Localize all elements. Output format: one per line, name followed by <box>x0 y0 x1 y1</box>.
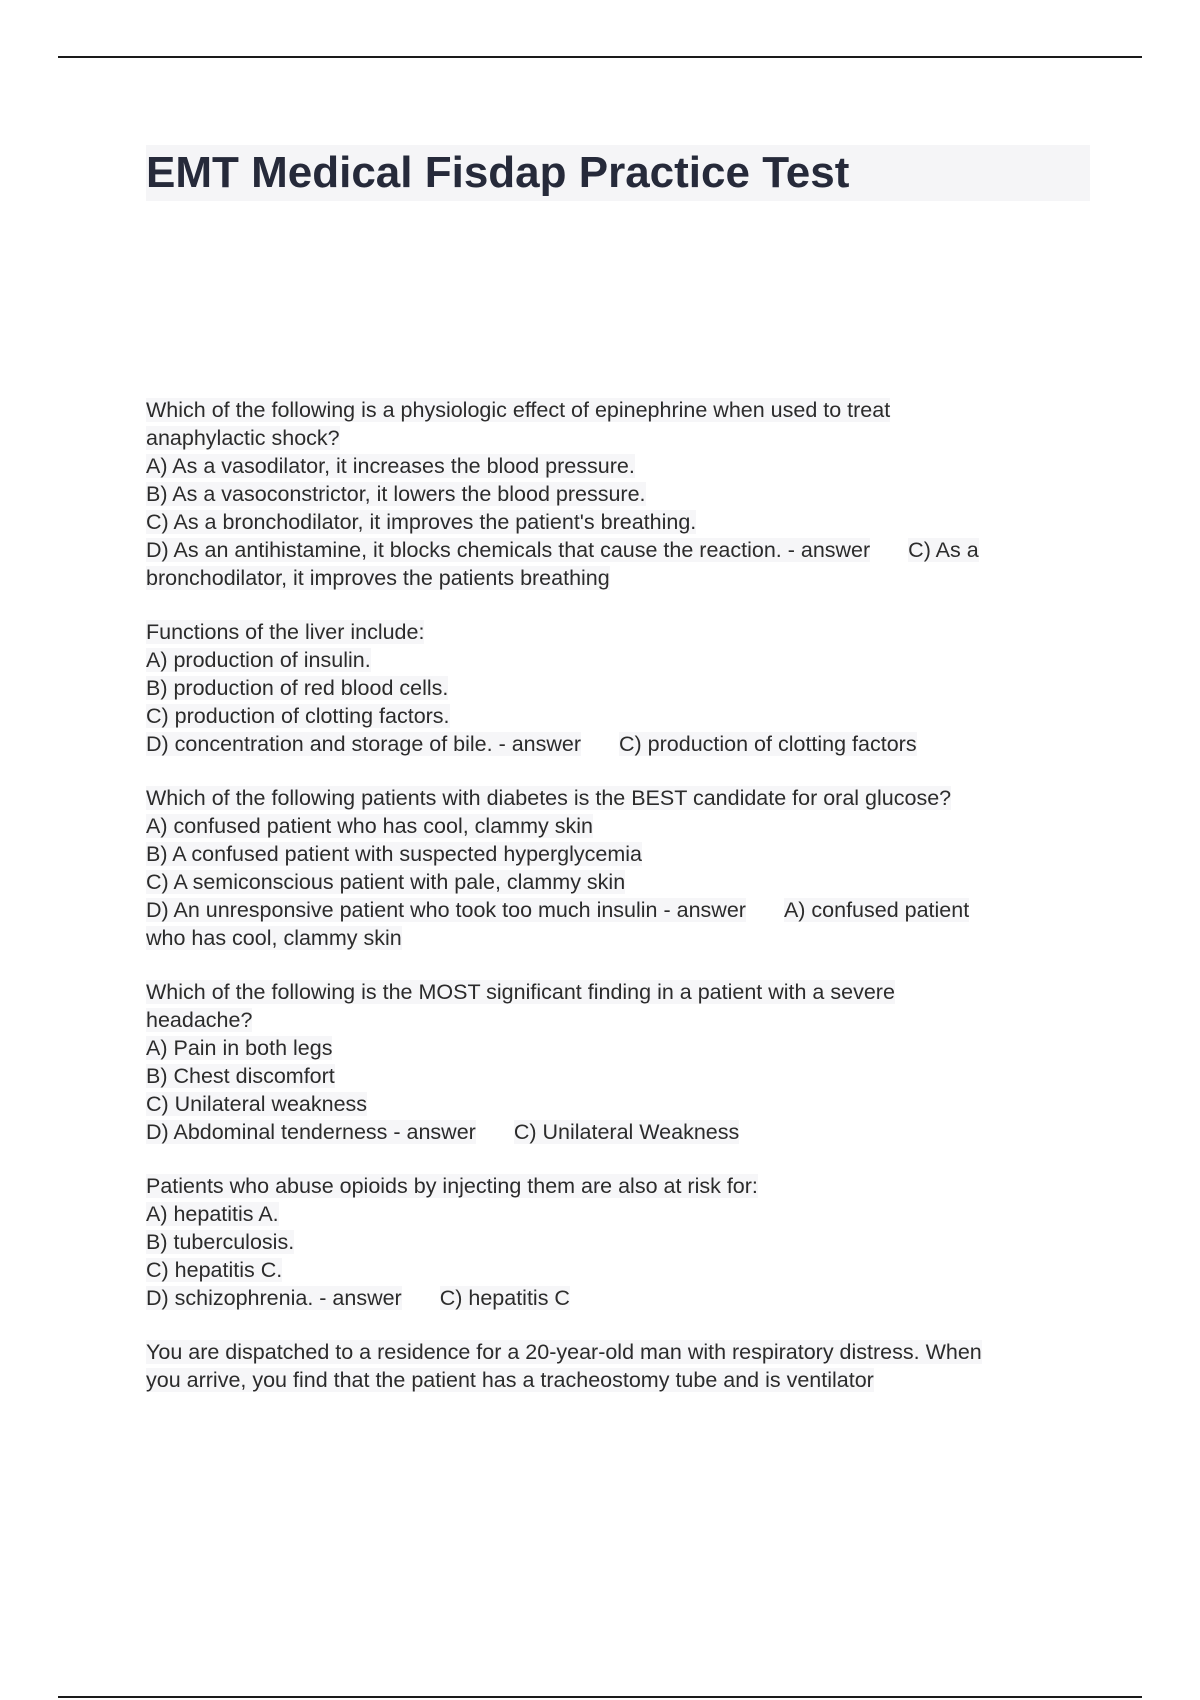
header-rule <box>58 56 1142 58</box>
question-block <box>146 618 1090 758</box>
answer-option-with-answer: D) As an antihistamine, it blocks chemicals that cause the reaction. - answer C) As a <box>146 538 979 562</box>
answer-option: B) tuberculosis. <box>146 1230 295 1254</box>
question-prompt-line: You are dispatched to a residence for a 20-year-old man with respiratory distress. When <box>146 1340 982 1364</box>
question-prompt-line: you arrive, you find that the patient has a tracheostomy tube and is ventilator <box>146 1368 874 1392</box>
question-prompt-line: Which of the following patients with diabetes is the BEST candidate for oral glucose? <box>146 786 952 810</box>
answer-option: C) hepatitis C. <box>146 1258 283 1282</box>
question-prompt-line: headache? <box>146 1008 253 1032</box>
correct-answer: C) Unilateral Weakness <box>513 1120 740 1144</box>
answer-option-with-answer: D) An unresponsive patient who took too much insulin - answer A) confused patient <box>146 898 970 922</box>
answer-option: A) As a vasodilator, it increases the blood pressure. <box>146 454 635 478</box>
answer-option: A) production of insulin. <box>146 648 371 672</box>
answer-option: C) production of clotting factors. <box>146 704 450 728</box>
correct-answer-continued: who has cool, clammy skin <box>146 926 402 950</box>
correct-answer: C) production of clotting factors <box>619 732 917 756</box>
answer-option: B) As a vasoconstrictor, it lowers the blood pressure. <box>146 482 646 506</box>
answer-option: C) As a bronchodilator, it improves the patient's breathing. <box>146 510 697 534</box>
question-block-truncated <box>146 1338 1090 1394</box>
question-block <box>146 1172 1090 1312</box>
question-block <box>146 784 1090 952</box>
answer-option: C) A semiconscious patient with pale, clammy skin <box>146 870 626 894</box>
question-prompt-line: anaphylactic shock? <box>146 426 340 450</box>
question-prompt-line: Patients who abuse opioids by injecting them are also at risk for: <box>146 1174 758 1198</box>
answer-option: B) A confused patient with suspected hyperglycemia <box>146 842 642 866</box>
answer-option: A) Pain in both legs <box>146 1036 333 1060</box>
correct-answer: C) hepatitis C <box>439 1286 570 1310</box>
question-list <box>146 396 1090 1420</box>
question-block <box>146 978 1090 1146</box>
question-prompt-line: Functions of the liver include: <box>146 620 425 644</box>
question-prompt-line: Which of the following is the MOST significant finding in a patient with a severe <box>146 980 895 1004</box>
answer-option-with-answer: D) Abdominal tenderness - answer C) Unilateral Weakness <box>146 1120 740 1144</box>
answer-option-with-answer: D) schizophrenia. - answer C) hepatitis C <box>146 1286 570 1310</box>
answer-option: C) Unilateral weakness <box>146 1092 368 1116</box>
correct-answer-continued: bronchodilator, it improves the patients breathing <box>146 566 610 590</box>
correct-answer: A) confused patient <box>783 898 970 922</box>
question-prompt-line: Which of the following is a physiologic effect of epinephrine when used to treat <box>146 398 891 422</box>
question-block <box>146 396 1090 592</box>
page-title: EMT Medical Fisdap Practice Test <box>146 148 850 197</box>
answer-option: A) hepatitis A. <box>146 1202 279 1226</box>
answer-option-with-answer: D) concentration and storage of bile. - answer C) production of clotting factors <box>146 732 917 756</box>
footer-rule <box>58 1696 1142 1698</box>
correct-answer: C) As a <box>908 538 979 562</box>
answer-option: B) production of red blood cells. <box>146 676 449 700</box>
answer-option: A) confused patient who has cool, clammy skin <box>146 814 593 838</box>
answer-option: B) Chest discomfort <box>146 1064 335 1088</box>
